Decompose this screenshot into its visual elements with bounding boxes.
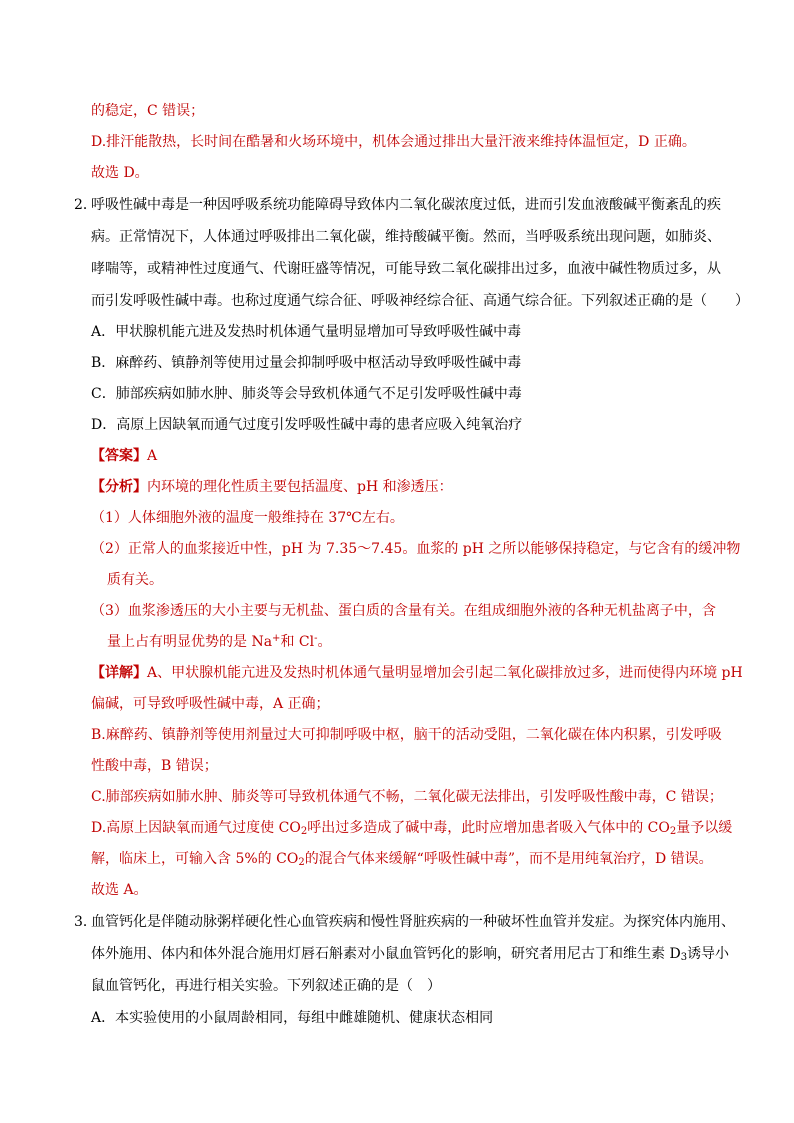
detail-c: C.肺部疾病如肺水肿、肺炎等可导致机体通气不畅，二氧化碳无法排出，引发呼吸性酸中毒，C 错误； [91,789,723,805]
question-2-option-d: D．高原上因缺氧而通气过度引发呼吸性碱中毒的患者应吸入纯氧治疗 [91,417,523,433]
analysis-intro: 【分析】内环境的理化性质主要包括温度、pH 和渗透压： [91,479,453,495]
answer-block [91,447,157,465]
prev-conclusion: 故选 D。 [91,165,149,181]
question-2-stem-line-2: 病。正常情况下，人体通过呼吸排出二氧化碳，维持酸碱平衡。然而，当呼吸系统出现问题，如肺炎、 [91,229,721,245]
question-2-stem-line-3: 哮喘等，或精神性过度通气、代谢旺盛等情况，可能导致二氧化碳排出过多，血液中碱性物质过多，从 [91,261,721,277]
analysis-point-3-line-2: 量上占有明显优势的是 Na+和 Cl-。 [107,633,332,650]
question-3-stem-line-2: 体外施用、体内和体外混合施用灯唇石斛素对小鼠血管钙化的影响，研究者用尼古丁和维生素 $D_3$诱导小 [91,946,730,963]
detail-a-line-1: 【详解】A、甲状腺机能亢进及发热时机体通气量明显增加会引起二氧化碳排放过多，进而使得内环境 pH [91,665,743,681]
answer-label: 【答案】 [91,448,147,464]
analysis-point-2-line-2: 质有关。 [107,572,163,588]
analysis-point-1: （1）人体细胞外液的温度一般维持在 37℃左右。 [91,510,404,526]
question-2-stem-line-4: 而引发呼吸性碱中毒。也称过度通气综合征、呼吸神经综合征、高通气综合征。下列叙述正确的是（ ） [91,293,749,309]
question-3-stem-line-1: 血管钙化是伴随动脉粥样硬化性心血管疾病和慢性肾脏疾病的一种破坏性血管并发症。为探究体内施用、 [91,914,735,930]
question-3-stem-line-3: 鼠血管钙化，再进行相关实验。下列叙述正确的是（ ） [91,978,441,994]
question-2-option-a: A．甲状腺机能亢进及发热时机体通气量明显增加可导致呼吸性碱中毒 [91,324,522,340]
detail-a-line-2: 偏碱，可导致呼吸性碱中毒，A 正确； [91,696,330,712]
question-2-number: 2． [74,197,97,213]
detail-d-line-1: D.高原上因缺氧而通气过度使 $CO_2$呼出过多造成了碱中毒，此时应增加患者吸入气体中的 $CO_2$量予以缓 [91,820,733,837]
question-3-option-a: A．本实验使用的小鼠周龄相同，每组中雌雄随机、健康状态相同 [91,1010,494,1026]
question-3-number: 3． [74,914,97,930]
question-2-stem-line-1: 呼吸性碱中毒是一种因呼吸系统功能障碍导致体内二氧化碳浓度过低，进而引发血液酸碱平衡紊乱的疾 [91,197,721,213]
detail-b-line-2: 性酸中毒，B 错误； [91,758,218,774]
analysis-point-3-line-1: （3）血浆渗透压的大小主要与无机盐、蛋白质的含量有关。在组成细胞外液的各种无机盐离子中，含 [91,603,716,619]
analysis-point-2-line-1: （2）正常人的血浆接近中性，pH 为 7.35～7.45。血浆的 pH 之所以能够保持稳定，与它含有的缓冲物 [91,541,741,557]
question-2-option-b: B．麻醉药、镇静剂等使用过量会抑制呼吸中枢活动导致呼吸性碱中毒 [91,355,522,371]
answer-value: A [147,448,158,464]
question-2-conclusion: 故选 A。 [91,882,148,898]
detail-d-line-2: 解，临床上，可输入含 5%的 $CO_2$的混合气体来缓解“呼吸性碱中毒”，而不是用纯氧治疗，D 错误。 [91,851,713,868]
detail-b-line-1: B.麻醉药、镇静剂等使用剂量过大可抑制呼吸中枢，脑干的活动受阻，二氧化碳在体内积累，引发呼吸 [91,727,722,743]
prev-explanation-line-1: 的稳定，C 错误； [91,103,205,119]
question-2-option-c: C．肺部疾病如肺水肿、肺炎等会导致机体通气不足引发呼吸性碱中毒 [91,386,522,402]
analysis-label: 【分析】 [91,479,147,495]
detail-label: 【详解】 [91,665,147,681]
prev-explanation-line-2: D.排汗能散热，长时间在酷暑和火场环境中，机体会通过排出大量汗液来维持体温恒定，D 正确。 [91,134,696,150]
